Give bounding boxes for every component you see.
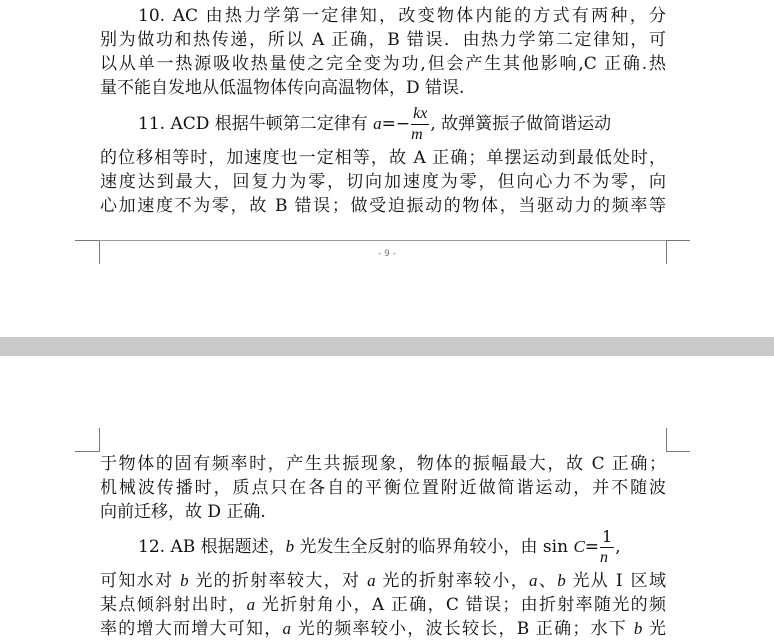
text-run: 率的增大而增大可知， — [100, 619, 283, 639]
var-b: b — [285, 537, 295, 556]
fraction-denominator: m — [411, 126, 423, 143]
var-b: b — [633, 619, 643, 638]
text-run: 光折射角小，A 正确，C 错误；由折射率随光的频 — [255, 595, 666, 615]
item-11-line-4: 心加速度不为零，故 B 错误；做受迫振动的物体，当驱动力的频率等 — [100, 196, 666, 216]
var-C: C — [573, 537, 585, 556]
item-10-line-2: 别为做功和热传递，所以 A 正确，B 错误．由热力学第二定律知，可 — [100, 30, 666, 50]
item-10-line-1: 10. AC 由热力学第一定律知，改变物体内能的方式有两种，分 — [138, 6, 666, 26]
formula-fraction — [600, 529, 614, 566]
item-10-line-3: 以从单一热源吸收热量使之完全变为功,但会产生其他影响,C 正确.热 — [100, 54, 666, 74]
item-12-first-line — [138, 527, 666, 567]
formula-var-a: a — [373, 114, 382, 133]
text-run: 光从 Ⅰ 区域 — [565, 571, 667, 591]
crop-mark-right-h — [666, 240, 690, 241]
crop-mark-left-v — [99, 428, 100, 452]
item-11-line-3: 速度达到最大，回复力为零，切向加速度为零，但向心力不为零，向 — [100, 172, 666, 192]
item-11-line-2: 的位移相等时，加速度也一定相等，故 A 正确；单摆运动到最低处时， — [100, 148, 666, 168]
text-run: 光的折射率较大，对 — [188, 571, 368, 591]
text-run: 光 — [642, 619, 667, 639]
fraction-numerator: kx — [411, 106, 429, 125]
item-10-line-4: 量不能自发地从低温物体传向高温物体，D 错误. — [100, 78, 465, 98]
item-12-comma: , — [615, 537, 621, 557]
formula-equals: = — [584, 537, 600, 557]
item-12-line-2 — [100, 569, 666, 593]
crop-mark-right-h — [666, 451, 690, 452]
item-12-prefix: 12. AB 根据题述， — [138, 537, 286, 557]
item-12-mid: 光发生全反射的临界角较小，由 sin — [294, 537, 574, 557]
footer-rule — [99, 240, 666, 241]
var-a: a — [246, 595, 256, 614]
item-11-cont-line-2: 机械波传播时，质点只在各自的平衡位置附近做简谐运动，并不随波 — [100, 478, 666, 498]
page-separator — [0, 337, 774, 356]
text-run: 某点倾斜射出时， — [100, 595, 247, 615]
fraction-denominator: n — [600, 549, 609, 566]
var-b: b — [557, 571, 566, 590]
fraction-numerator: 1 — [602, 527, 613, 546]
formula-equals: =− — [381, 114, 411, 134]
var-a: a — [529, 571, 538, 590]
text-run: 光的频率较小，波长较长，B 正确；水下 — [291, 619, 634, 639]
item-12-line-3 — [100, 593, 666, 617]
item-11-cont-line-1: 于物体的固有频率时，产生共振现象，物体的振幅最大，故 C 正确； — [100, 454, 666, 474]
item-11-suffix: , 故弹簧振子做简谐运动 — [430, 114, 612, 134]
crop-mark-right-v — [666, 428, 667, 452]
var-a: a — [367, 571, 376, 590]
page-number: - 9 - — [378, 249, 396, 259]
text-run: 光的折射率较小， — [375, 571, 530, 591]
text-run: 可知水对 — [100, 571, 181, 591]
var-b: b — [180, 571, 189, 590]
item-11-first-line — [138, 104, 666, 144]
item-11-prefix: 11. ACD 根据牛顿第二定律有 — [138, 114, 374, 134]
crop-mark-left-h — [75, 240, 99, 241]
text-run: 、 — [537, 571, 558, 591]
formula-fraction — [411, 106, 429, 143]
item-12-line-4 — [100, 617, 666, 640]
item-11-cont-line-3: 向前迁移，故 D 正确. — [100, 502, 266, 522]
crop-mark-left-h — [75, 451, 100, 452]
document-page-10 — [0, 356, 774, 640]
var-a: a — [282, 619, 292, 638]
